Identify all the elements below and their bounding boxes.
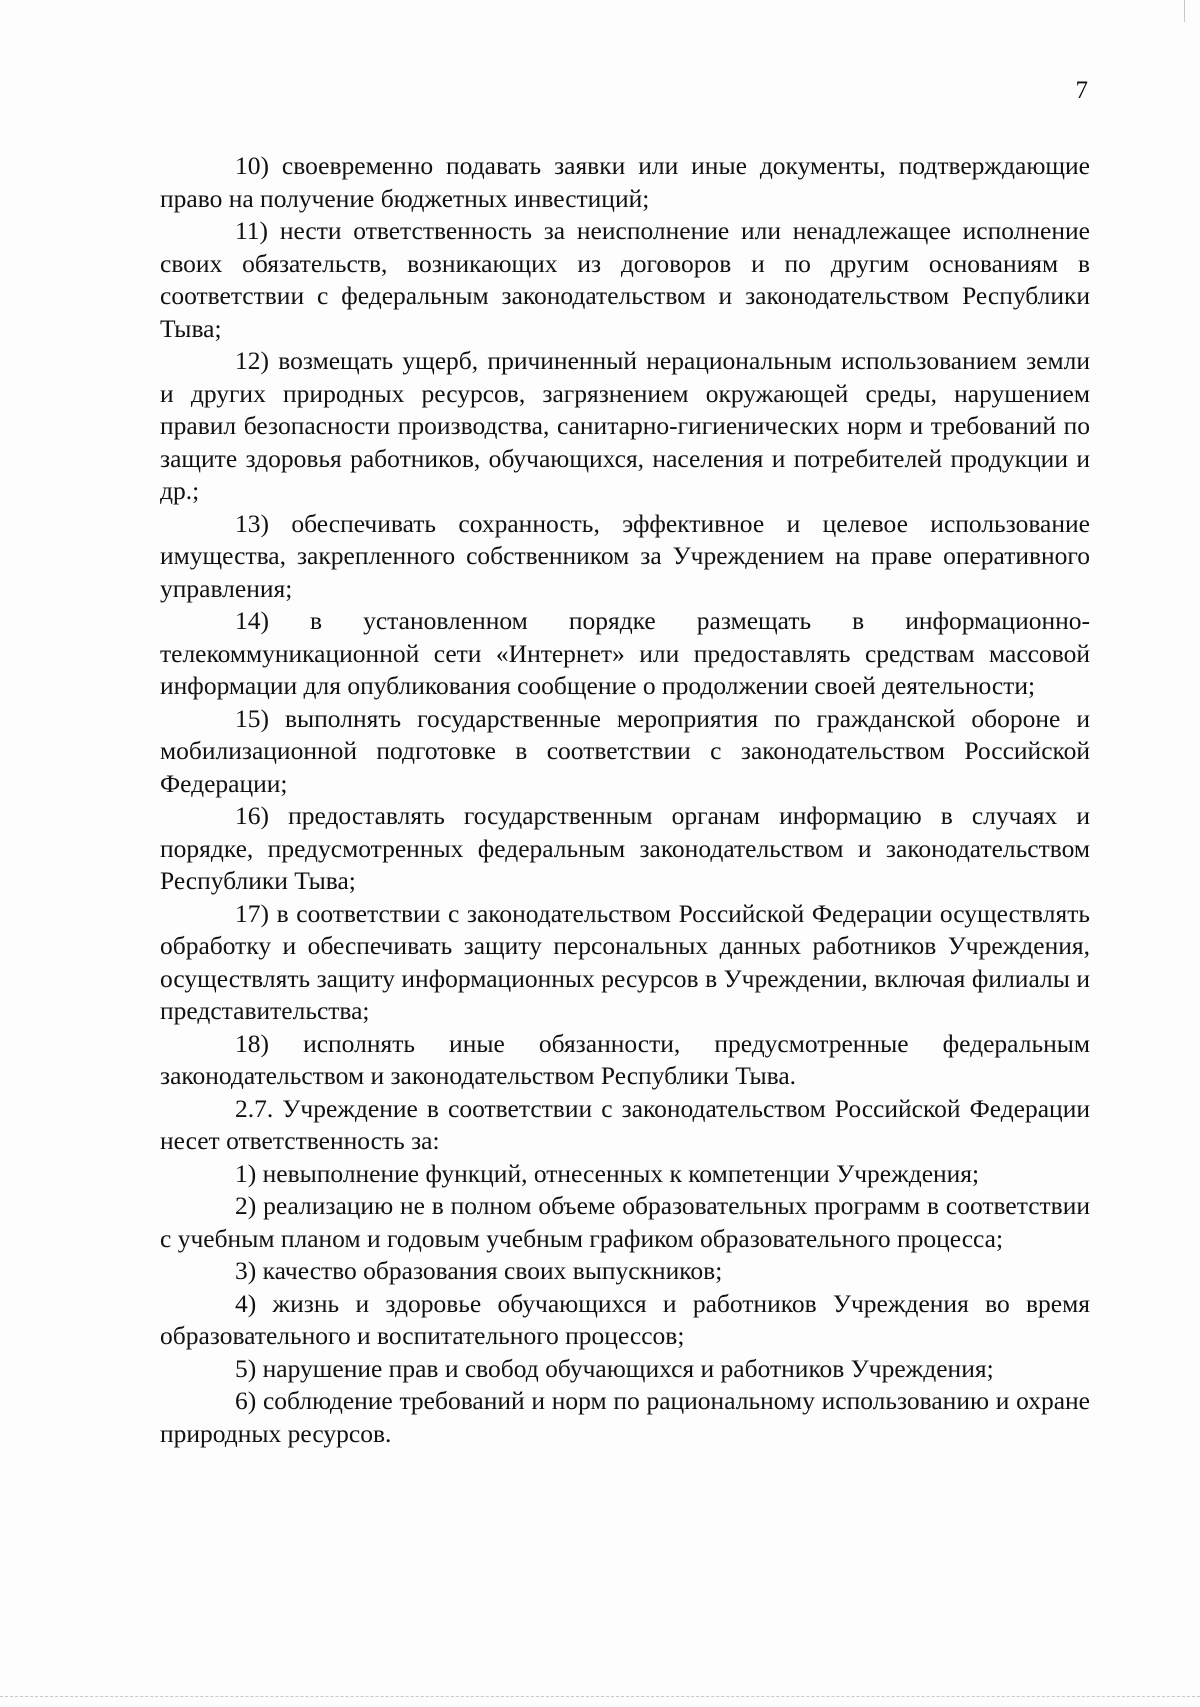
paragraph-item-13: 13) обеспечивать сохранность, эффективное и целевое использование имущества, закрепленного собственником за Учреждением на праве оперативного управления; — [160, 508, 1090, 603]
paragraph-item-12: 12) возмещать ущерб, причиненный нерациональным использованием земли и других природных ресурсов, загрязнением окружающей среды, нарушением правил безопасности производства, санитарно-гигиенических норм и требований по защите здоровья работников, обучающихся, населения и потребителей продукции и др.; — [160, 346, 1090, 505]
liability-item-5: 5) нарушение прав и свобод обучающихся и работников Учреждения; — [235, 1353, 994, 1383]
paragraph-item-11: 11) нести ответственность за неисполнение или ненадлежащее исполнение своих обязательств, возникающих из договоров и по другим основаниям в соответствии с федеральным законодательством и законодательством Республики Тыва; — [160, 216, 1090, 343]
liability-item-6: 6) соблюдение требований и норм по рациональному использованию и охране природных ресурсов. — [160, 1386, 1090, 1448]
scan-edge-mark — [1184, 0, 1185, 22]
paragraph-item-16: 16) предоставлять государственным органам информацию в случаях и порядке, предусмотренных федеральным законодательством и законодательством Республики Тыва; — [160, 801, 1090, 895]
liability-item-3: 3) качество образования своих выпускников; — [235, 1256, 723, 1285]
liability-item-2: 2) реализацию не в полном объеме образовательных программ в соответствии с учебным планом и годовым учебным графиком образовательного процесса; — [160, 1191, 1090, 1253]
paragraph-item-15: 15) выполнять государственные мероприятия по гражданской обороне и мобилизационной подготовке в соответствии с законодательством Российской Федерации; — [160, 703, 1090, 798]
paragraph-item-17: 17) в соответствии с законодательством Российской Федерации осуществлять обработку и обеспечивать защиту персональных данных работников Учреждения, осуществлять защиту информационных ресурсов в Учреждении, включая филиалы и представительства; — [160, 898, 1090, 1025]
section-2-7-paragraph: 2.7. Учреждение в соответствии с законодательством Российской Федерации несет ответственность за: — [160, 1093, 1090, 1155]
paragraph-item-18: 18) исполнять иные обязанности, предусмотренные федеральным законодательством и законодательством Республики Тыва. — [160, 1028, 1090, 1090]
paragraph-item-10: 10) своевременно подавать заявки или иные документы, подтверждающие право на получение бюджетных инвестиций; — [160, 151, 1090, 213]
liability-item-4: 4) жизнь и здоровье обучающихся и работников Учреждения во время образовательного и воспитательного процессов; — [160, 1288, 1090, 1350]
page-number: 7 — [1075, 77, 1088, 104]
paragraph-item-14: 14) в установленном порядке размещать в информационно-телекоммуникационной сети «Интернет» или предоставлять средствам массовой информации для опубликования сообщение о продолжении своей деятельности; — [160, 606, 1090, 700]
document-body — [160, 150, 1090, 1450]
scan-bottom-edge — [0, 1696, 1200, 1697]
liability-item-1: 1) невыполнение функций, отнесенных к компетенции Учреждения; — [235, 1158, 980, 1188]
